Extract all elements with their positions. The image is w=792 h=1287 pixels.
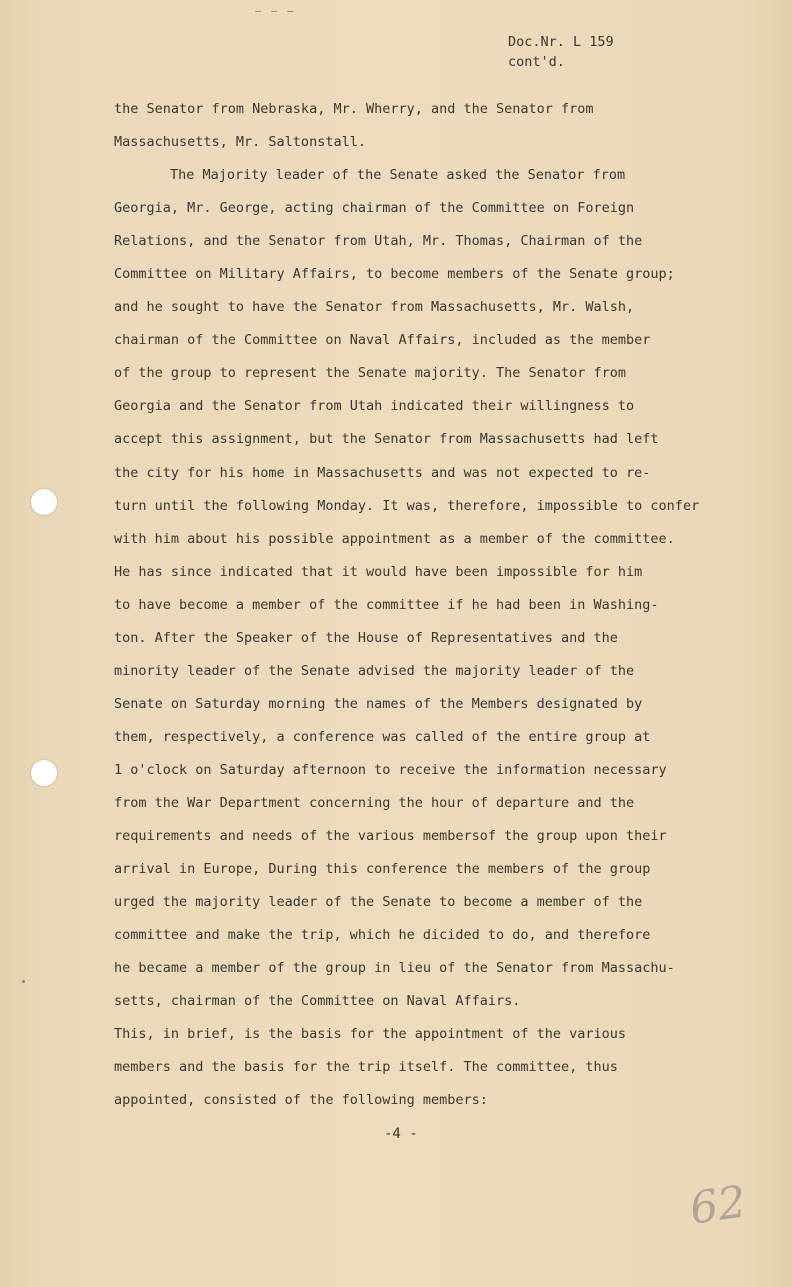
punch-hole-upper [31, 489, 57, 515]
continued-label: cont'd. [508, 54, 565, 70]
text-line: the city for his home in Massachusetts and was not expected to re- [114, 464, 651, 481]
text-line: them, respectively, a conference was called of the entire group at [114, 728, 651, 745]
text-line: Massachusetts, Mr. Saltonstall. [114, 134, 366, 151]
text-line: from the War Department concerning the hour of departure and the [114, 794, 635, 811]
text-line: the Senator from Nebraska, Mr. Wherry, and the Senator from [114, 101, 594, 117]
text-line: urged the majority leader of the Senate to become a member of the [114, 894, 643, 911]
document-number: Doc.Nr. L 159 [508, 34, 614, 50]
text-line: appointed, consisted of the following members: [114, 1092, 488, 1109]
page-number: -4 - [384, 1126, 418, 1142]
text-line: Committee on Military Affairs, to become members of the Senate group; [114, 266, 675, 283]
text-line: Georgia and the Senator from Utah indicated their willingness to [114, 398, 635, 415]
text-line: requirements and needs of the various membersof the group upon their [114, 828, 667, 845]
text-line: This, in brief, is the basis for the appointment of the various [114, 1026, 627, 1043]
text-line: arrival in Europe, During this conference the members of the group [114, 861, 651, 878]
archive-pencil-number: 62 [686, 1176, 750, 1235]
text-line: committee and make the trip, which he dicided to do, and therefore [114, 927, 651, 944]
text-line: minority leader of the Senate advised the majority leader of the [114, 662, 635, 679]
text-line: Georgia, Mr. George, acting chairman of the Committee on Foreign [114, 200, 635, 217]
top-marks: — — – [255, 6, 296, 17]
text-line: turn until the following Monday. It was, therefore, impossible to confer [114, 497, 700, 514]
text-line: 1 o'clock on Saturday afternoon to receive the information necessary [114, 761, 667, 778]
text-line: he became a member of the group in lieu of the Senator from Massachu- [114, 960, 675, 977]
body-text [114, 98, 734, 1122]
text-line: chairman of the Committee on Naval Affairs, included as the member [114, 332, 651, 349]
text-line: accept this assignment, but the Senator from Massachusetts had left [114, 431, 659, 448]
text-line: and he sought to have the Senator from Massachusetts, Mr. Walsh, [114, 299, 635, 316]
text-line: He has since indicated that it would have been impossible for him [114, 563, 643, 580]
text-line: members and the basis for the trip itself. The committee, thus [114, 1059, 618, 1076]
text-line: ton. After the Speaker of the House of Representatives and the [114, 629, 618, 646]
text-line: Senate on Saturday morning the names of the Members designated by [114, 695, 643, 712]
text-line: with him about his possible appointment as a member of the committee. [114, 530, 675, 547]
text-line: to have become a member of the committee if he had been in Washing- [114, 596, 659, 613]
text-line: Relations, and the Senator from Utah, Mr. Thomas, Chairman of the [114, 233, 643, 250]
paper-speck [22, 980, 25, 983]
document-reference [508, 32, 614, 72]
text-line: The Majority leader of the Senate asked the Senator from [170, 167, 626, 184]
text-line: setts, chairman of the Committee on Naval Affairs. [114, 993, 521, 1010]
punch-hole-lower [31, 760, 57, 786]
text-line: of the group to represent the Senate majority. The Senator from [114, 365, 627, 382]
